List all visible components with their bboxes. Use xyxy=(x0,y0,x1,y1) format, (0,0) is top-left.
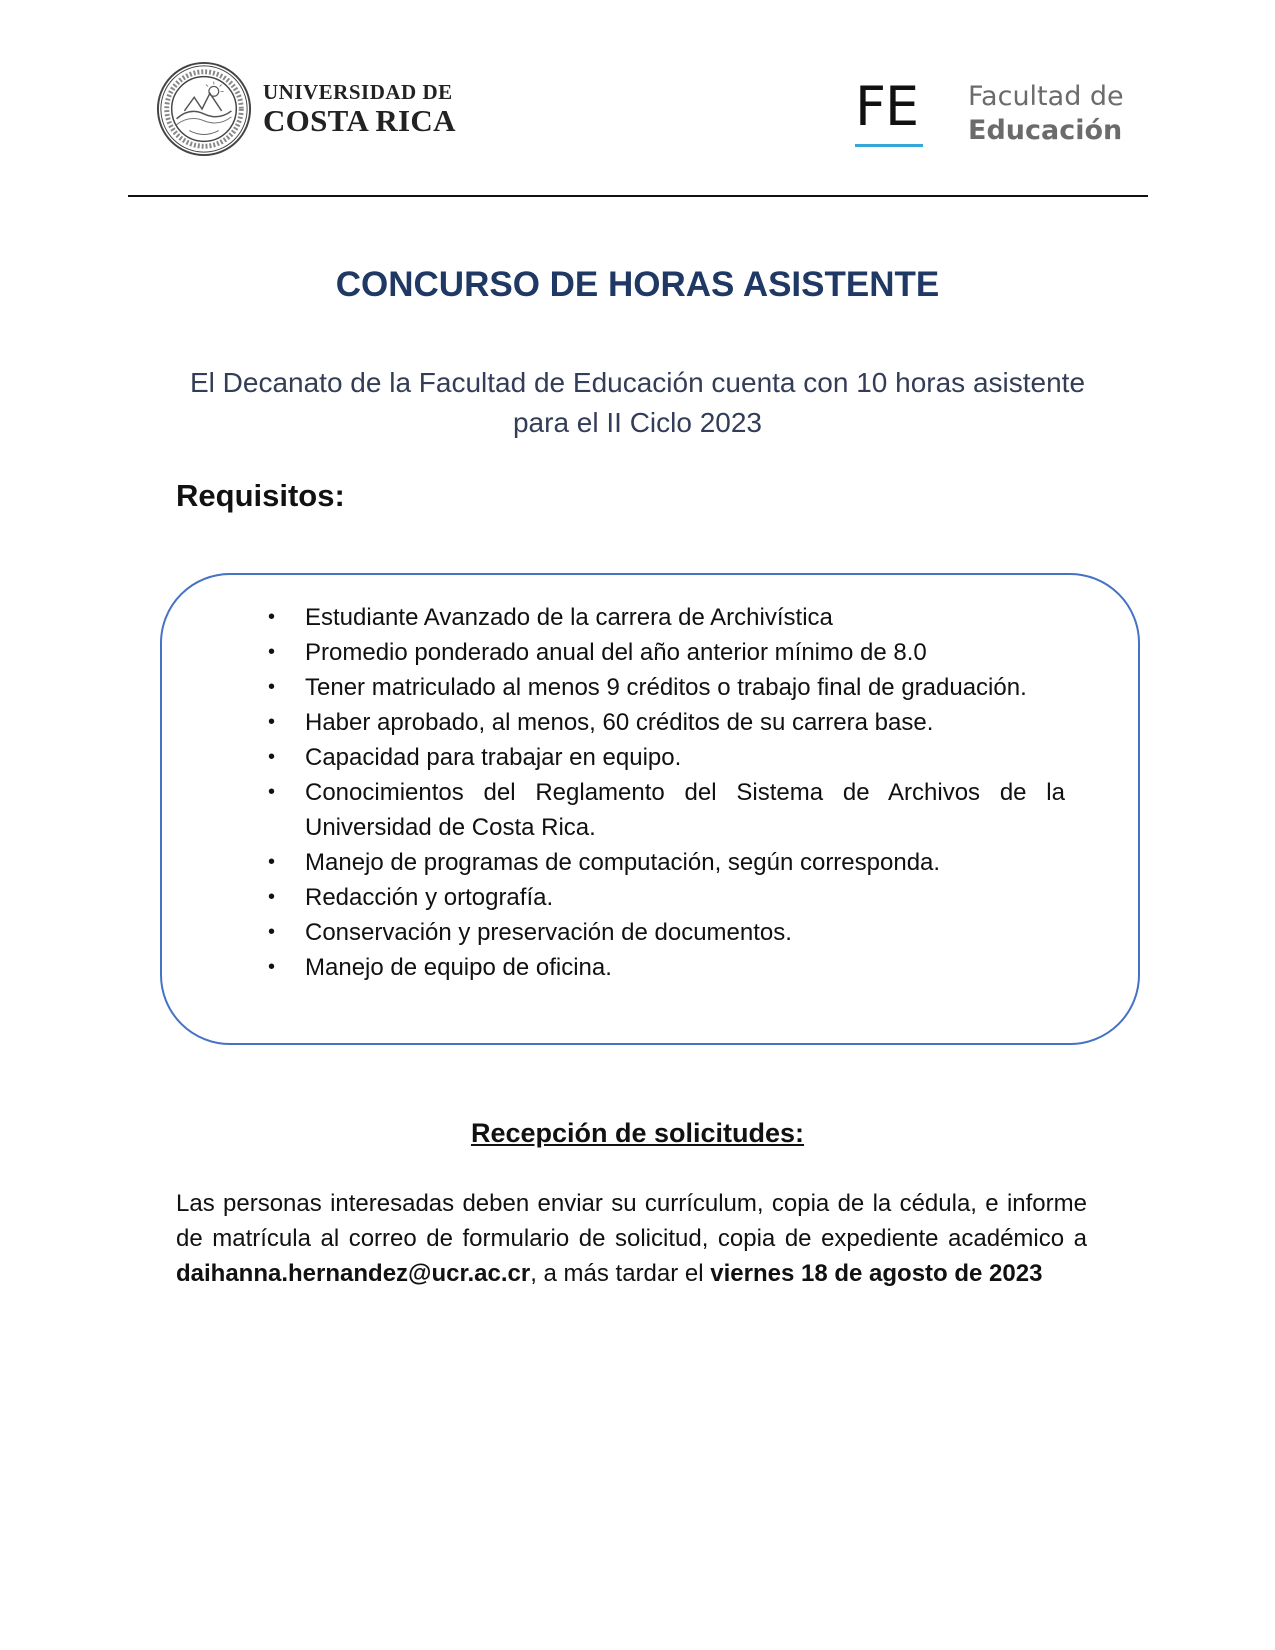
deadline-date: viernes 18 de agosto de 2023 xyxy=(710,1260,1043,1287)
page-title: CONCURSO DE HORAS ASISTENTE xyxy=(335,265,940,304)
ucr-name-line1: UNIVERSIDAD DE xyxy=(263,80,453,104)
reception-text-part2: , a más tardar el xyxy=(530,1260,711,1287)
list-item xyxy=(268,740,1065,775)
requirements-list xyxy=(268,600,1065,985)
contact-email[interactable]: daihanna.hernandez@ucr.ac.cr xyxy=(176,1260,531,1287)
reception-text-part1: Las personas interesadas deben enviar su currículum, copia de la cédula, e informe de matrícula al correo de formulario de solicitud, copia de expediente académico a xyxy=(176,1190,1087,1252)
ucr-name-line2: COSTA RICA xyxy=(263,103,456,138)
list-item-text: Redacción y ortografía. xyxy=(305,884,554,911)
list-item xyxy=(268,635,1065,670)
list-item-text: Promedio ponderado anual del año anterior mínimo de 8.0 xyxy=(305,639,927,666)
fe-logo xyxy=(855,75,1124,148)
list-item-text: Tener matriculado al menos 9 créditos o trabajo final de graduación. xyxy=(305,674,1027,701)
list-item-text: Capacidad para trabajar en equipo. xyxy=(305,744,682,771)
bullet: • xyxy=(268,606,276,628)
bullet: • xyxy=(268,956,276,978)
ucr-seal-icon xyxy=(155,60,253,158)
intro-text: El Decanato de la Facultad de Educación cuenta con 10 horas asistente para el II Ciclo 2023 xyxy=(189,367,1086,438)
bullet: • xyxy=(268,676,276,698)
reception-heading: Recepción de solicitudes: xyxy=(470,1118,805,1148)
header-divider xyxy=(128,195,1148,197)
bullet: • xyxy=(268,886,276,908)
fe-wordmark xyxy=(968,80,1124,148)
list-item-text: Conocimientos del Reglamento del Sistema de Archivos de la Universidad de Costa Rica. xyxy=(305,779,1065,841)
fe-name-line1: Facultad de xyxy=(968,81,1124,112)
list-item xyxy=(268,600,1065,635)
reception-paragraph xyxy=(176,1186,1087,1291)
bullet: • xyxy=(268,921,276,943)
ucr-wordmark xyxy=(263,82,456,136)
bullet: • xyxy=(268,781,276,803)
bullet: • xyxy=(268,746,276,768)
bullet: • xyxy=(268,711,276,733)
list-item xyxy=(268,670,1065,705)
list-item-text: Manejo de programas de computación, según corresponda. xyxy=(305,849,941,876)
fe-mark xyxy=(855,75,923,147)
list-item-text: Estudiante Avanzado de la carrera de Archivística xyxy=(305,604,833,631)
list-item xyxy=(268,880,1065,915)
bullet: • xyxy=(268,851,276,873)
requirements-heading: Requisitos: xyxy=(176,478,345,513)
list-item xyxy=(268,915,1065,950)
fe-letters: FE xyxy=(855,75,919,138)
list-item xyxy=(268,775,1065,845)
list-item-text: Haber aprobado, al menos, 60 créditos de su carrera base. xyxy=(305,709,934,736)
list-item xyxy=(268,705,1065,740)
fe-name-line2: Educación xyxy=(968,114,1123,146)
ucr-logo xyxy=(155,60,456,158)
bullet: • xyxy=(268,641,276,663)
list-item-text: Conservación y preservación de documentos. xyxy=(305,919,792,946)
fe-underline xyxy=(855,144,923,147)
list-item xyxy=(268,950,1065,985)
list-item xyxy=(268,845,1065,880)
list-item-text: Manejo de equipo de oficina. xyxy=(305,954,612,981)
